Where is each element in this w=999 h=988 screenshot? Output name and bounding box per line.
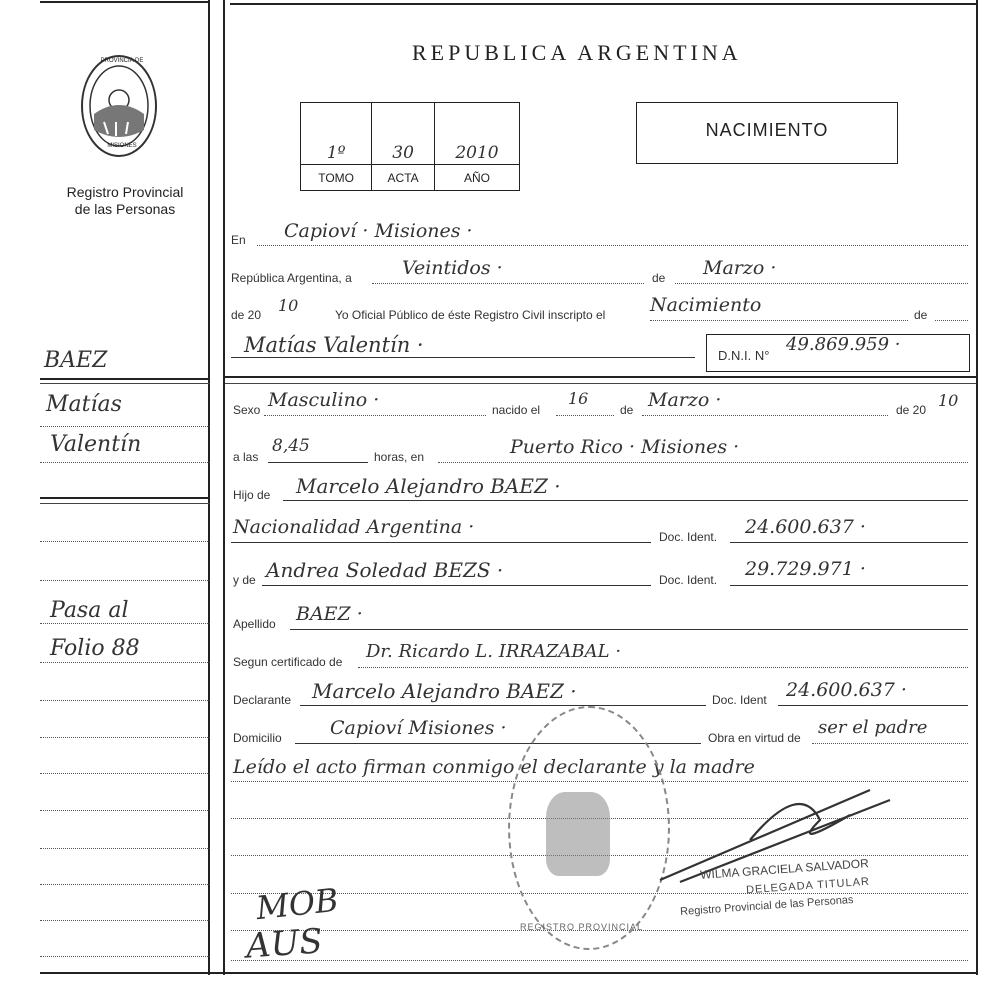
act-type: NACIMIENTO (705, 120, 829, 140)
value-dia-nac: 16 (568, 389, 589, 408)
line-obra (812, 743, 968, 744)
line-nacionalidad (231, 542, 651, 543)
label-doc-declarante: Doc. Ident (712, 693, 767, 707)
margin-line-11 (40, 848, 210, 849)
line-oficial-end (935, 320, 968, 321)
value-inscripto: Nacimiento (650, 294, 762, 316)
emblem-bottom-text: MISIONES (107, 143, 137, 149)
margin-line-12 (40, 884, 210, 885)
margin-line-2 (40, 462, 210, 463)
line-dia-nac (556, 415, 614, 416)
line-doc-madre (730, 585, 968, 586)
register-table (300, 102, 520, 191)
line-apellido (290, 629, 968, 630)
margin-line-5 (40, 623, 210, 624)
label-apellido: Apellido (233, 617, 276, 631)
value-mes-nac: Marzo · (648, 389, 722, 411)
line-oficial (650, 320, 908, 321)
registry-name (40, 184, 210, 218)
margin-line-10 (40, 810, 210, 811)
acta-label: ACTA (372, 165, 435, 191)
margin-line-1 (40, 426, 210, 427)
value-declarante: Marcelo Alejandro BAEZ · (312, 679, 577, 703)
seal-text: REGISTRO PROVINCIAL (520, 922, 644, 932)
line-mes-nac (642, 415, 888, 416)
top-border-right (230, 3, 978, 5)
margin-given-1: Matías (46, 392, 122, 417)
value-lectura: Leído el acto firman conmigo el declarante y la madre (233, 756, 755, 778)
label-domicilio: Domicilio (233, 731, 282, 745)
margin-surname: BAEZ (44, 348, 108, 373)
label-dni: D.N.I. N° (718, 348, 770, 363)
value-doc-padre: 24.600.637 · (745, 516, 866, 538)
value-padre: Marcelo Alejandro BAEZ · (296, 474, 561, 498)
label-doc-padre: Doc. Ident. (659, 530, 718, 544)
value-dia: Veintidos · (402, 257, 503, 279)
value-domicilio: Capioví Misiones · (330, 717, 507, 739)
value-certificado: Dr. Ricardo L. IRRAZABAL · (366, 641, 622, 662)
line-sexo (264, 415, 486, 416)
margin-rule-3 (40, 497, 210, 499)
line-doc-declarante (778, 705, 968, 706)
label-hijo: Hijo de (233, 488, 271, 502)
margin-rule-2 (40, 383, 210, 384)
label-obra: Obra en virtud de (708, 731, 801, 745)
stamp-role: DELEGADA TITULAR (745, 875, 871, 897)
margin-line-8 (40, 737, 210, 738)
top-border-left (40, 1, 210, 3)
label-de-3: de (620, 403, 634, 417)
value-dni: 49.869.959 · (786, 334, 901, 355)
value-anio-suffix: 10 (278, 296, 299, 315)
margin-note-1: Pasa al (50, 598, 129, 623)
line-hora (268, 462, 368, 463)
label-de-2: de (914, 308, 928, 322)
signature-left-2: AUS (244, 921, 324, 967)
value-obra: ser el padre (818, 717, 928, 738)
label-alas: a las (233, 450, 259, 464)
label-declarante: Declarante (233, 693, 292, 707)
section-rule-1 (225, 376, 976, 378)
registry-name-line1: Registro Provincial (66, 184, 184, 200)
body-left-border (223, 0, 225, 975)
bottom-border (40, 972, 978, 974)
tomo-value: 1º (301, 103, 372, 165)
label-oficial: Yo Oficial Público de éste Registro Civil inscripto el (335, 308, 606, 322)
label-de: de (652, 271, 666, 285)
margin-rule-1 (40, 378, 210, 380)
value-nacionalidad: Nacionalidad Argentina · (233, 516, 475, 538)
line-nombre (231, 357, 695, 358)
line-madre (262, 585, 651, 586)
label-yde: y de (233, 573, 256, 587)
margin-line-13 (40, 920, 210, 921)
seal-center (546, 792, 610, 876)
emblem-top-text: PROVINCIA DE (100, 58, 144, 64)
value-anio-nac: 10 (938, 391, 959, 410)
label-republica: República Argentina, a (231, 271, 352, 285)
margin-line-3 (40, 541, 210, 542)
value-sexo: Masculino · (268, 389, 380, 411)
line-blank-5 (231, 960, 968, 961)
line-certificado (358, 667, 968, 668)
line-lugar-nac (438, 462, 968, 463)
label-horas: horas, en (374, 450, 425, 464)
line-republica-a (372, 283, 644, 284)
line-doc-padre (730, 542, 968, 543)
value-lugar-nac: Puerto Rico · Misiones · (510, 436, 740, 458)
value-doc-declarante: 24.600.637 · (786, 679, 907, 701)
label-de20: de 20 (231, 308, 262, 322)
line-en (257, 245, 968, 246)
label-en: En (231, 233, 246, 247)
value-madre: Andrea Soledad BEZS · (266, 558, 504, 582)
acta-value: 30 (372, 103, 435, 165)
label-segun: Segun certificado de (233, 655, 343, 669)
value-doc-madre: 29.729.971 · (745, 558, 866, 580)
value-nombre: Matías Valentín · (244, 333, 424, 357)
line-padre (283, 500, 968, 501)
label-de20b: de 20 (896, 403, 927, 417)
line-declarante (300, 705, 706, 706)
anio-label: AÑO (434, 165, 519, 191)
registry-name-line2: de las Personas (74, 201, 176, 217)
margin-line-9 (40, 773, 210, 774)
value-mes: Marzo · (703, 257, 777, 279)
value-lugar: Capioví · Misiones · (284, 220, 473, 242)
label-doc-madre: Doc. Ident. (659, 573, 718, 587)
margin-note-2: Folio 88 (50, 636, 140, 661)
signature-left-1: MOB (254, 880, 341, 928)
body-right-border (976, 0, 978, 975)
value-apellido: BAEZ · (296, 603, 363, 625)
margin-divider (208, 0, 210, 975)
margin-line-4 (40, 580, 210, 581)
margin-line-14 (40, 956, 210, 957)
margin-rule-4 (40, 503, 210, 504)
stamp-name: WILMA GRACIELA SALVADOR (699, 856, 870, 882)
anio-value: 2010 (434, 103, 519, 165)
margin-given-2: Valentín (50, 432, 142, 457)
margin-line-7 (40, 700, 210, 701)
tomo-label: TOMO (301, 165, 372, 191)
line-republica-b (675, 283, 968, 284)
label-nacido: nacido el (492, 403, 541, 417)
country-title: REPUBLICA ARGENTINA (412, 40, 742, 65)
label-sexo: Sexo (233, 403, 261, 417)
value-hora: 8,45 (272, 436, 310, 456)
margin-line-6 (40, 662, 210, 663)
stamp-org: Registro Provincial de las Personas (679, 893, 854, 919)
section-rule-2 (225, 383, 976, 384)
